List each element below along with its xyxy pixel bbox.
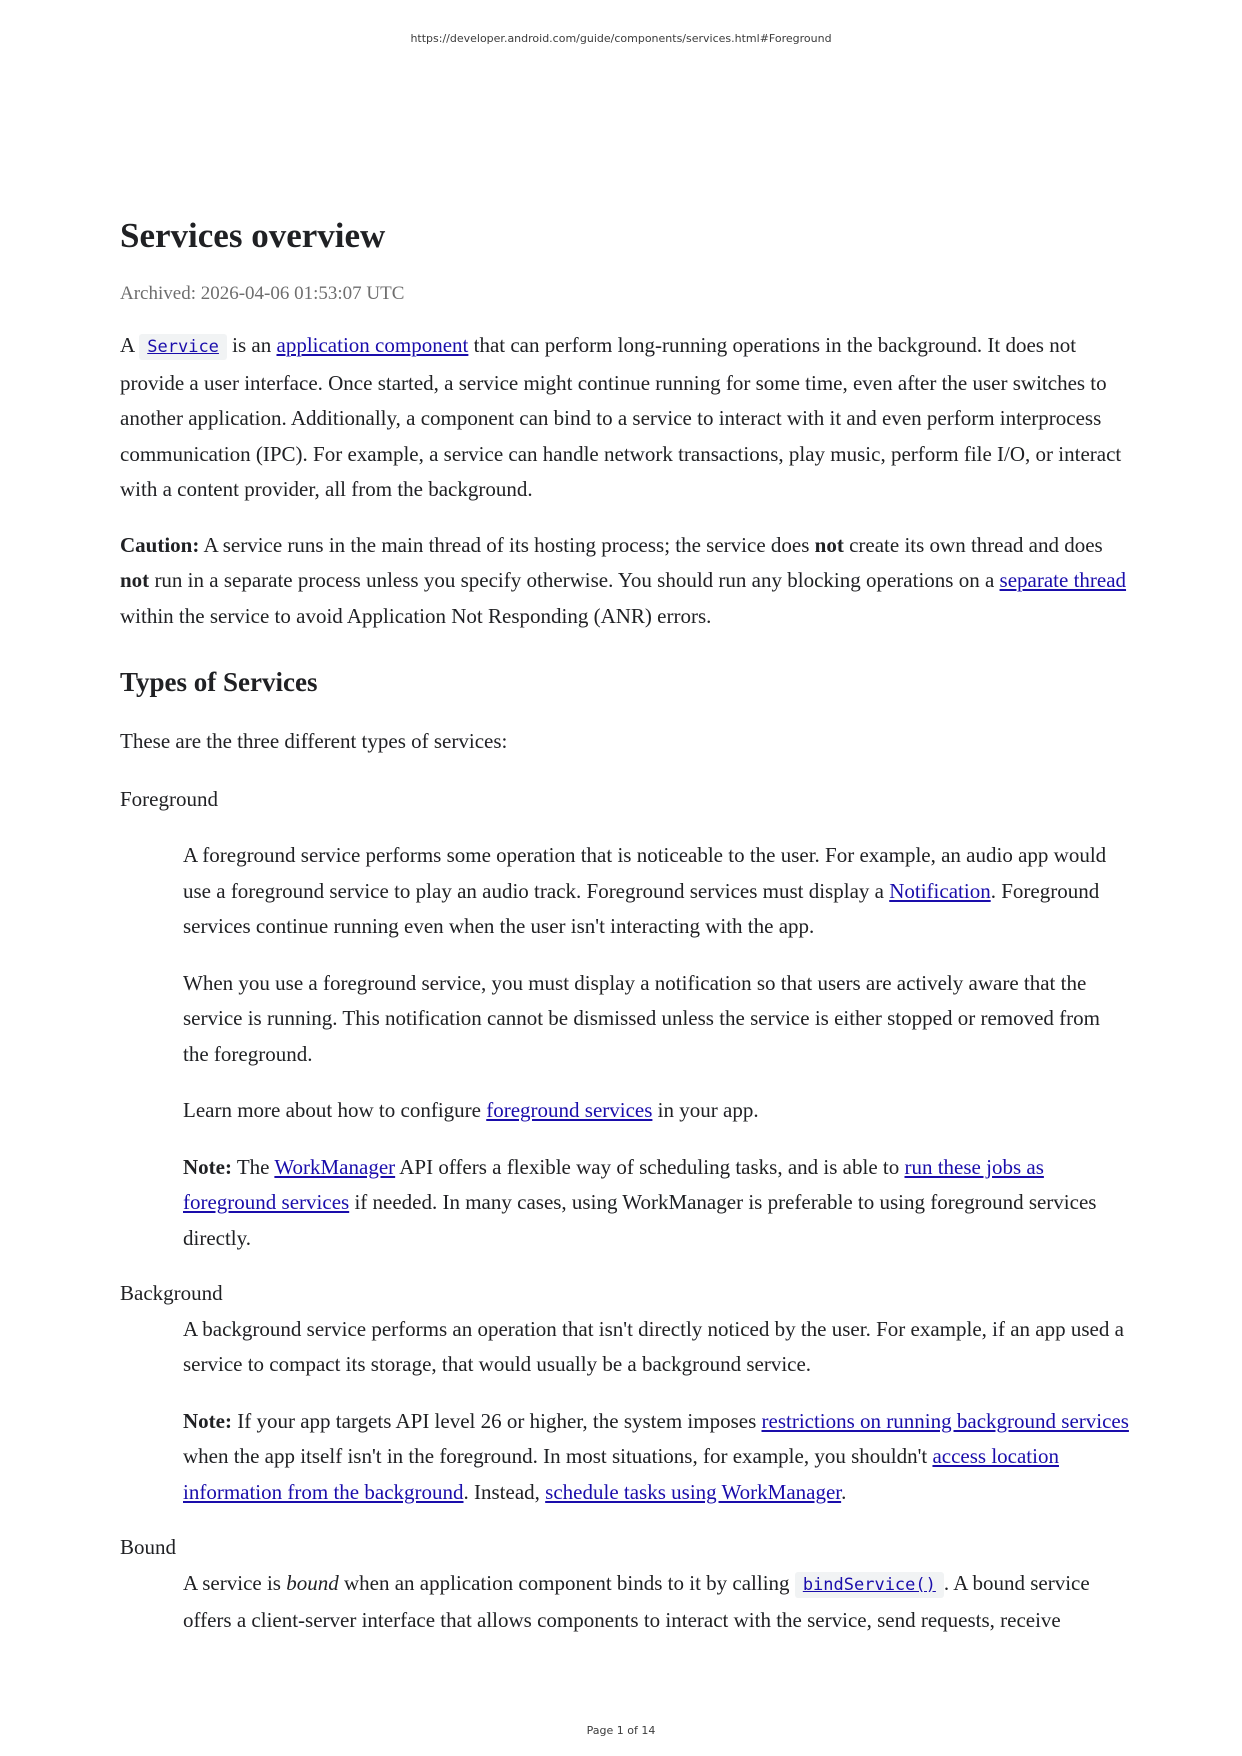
caution-emphasis: not <box>814 532 844 557</box>
note-text: if needed. In many cases, using WorkManager is preferable to using foreground services directly. <box>183 1190 1097 1250</box>
bound-emphasis: bound <box>286 1570 339 1595</box>
note-text: . Instead, <box>463 1479 546 1504</box>
foreground-text: in your app. <box>652 1098 759 1122</box>
background-restrictions-link[interactable]: restrictions on running background services <box>761 1408 1129 1433</box>
types-intro: These are the three different types of services: <box>120 729 508 753</box>
workmanager-link[interactable]: WorkManager <box>274 1154 396 1179</box>
notification-link[interactable]: Notification <box>889 878 991 903</box>
schedule-tasks-link[interactable]: schedule tasks using WorkManager <box>545 1479 842 1504</box>
bindservice-code-link[interactable]: bindService() <box>795 1572 944 1598</box>
application-component-link[interactable]: application component <box>276 333 469 357</box>
caution-text: A service runs in the main thread of its hosting process; the service does <box>199 532 815 557</box>
bound-term: Bound <box>120 1535 177 1559</box>
note-text: If your app targets API level 26 or higher, the system imposes <box>231 1408 762 1433</box>
foreground-paragraph <box>183 1093 1130 1129</box>
article <box>120 212 1130 1639</box>
background-paragraph: A background service performs an operation that isn't directly noticed by the user. For example, if an app used a service to compact its storage, that would usually be a background service. <box>183 1316 1124 1376</box>
foreground-note <box>183 1150 1130 1257</box>
background-location-link[interactable]: access location information from the background <box>183 1444 1059 1504</box>
note-text: . <box>841 1479 847 1504</box>
background-description <box>183 1312 1130 1511</box>
note-label: Note: <box>183 1408 232 1433</box>
bound-paragraph <box>183 1566 1130 1639</box>
foreground-paragraph <box>183 838 1130 945</box>
foreground-description <box>183 838 1130 1256</box>
service-code-link[interactable]: Service <box>139 334 227 360</box>
run-jobs-foreground-link[interactable]: run these jobs as foreground services <box>183 1154 1044 1214</box>
archived-timestamp: Archived: 2026-04-06 01:53:07 UTC <box>120 283 405 304</box>
background-note <box>183 1404 1130 1511</box>
caution-text: create its own thread and does <box>843 532 1103 557</box>
caution-label: Caution: <box>120 532 200 557</box>
caution-text: within the service to avoid Application Not Responding (ANR) errors. <box>120 603 712 628</box>
caution-emphasis: not <box>120 568 150 592</box>
caution-paragraph <box>120 528 1130 635</box>
note-label: Note: <box>183 1154 232 1179</box>
intro-paragraph <box>120 328 1130 508</box>
intro-text: is an <box>226 333 277 357</box>
separate-thread-link[interactable]: separate thread <box>999 568 1127 592</box>
foreground-term: Foreground <box>120 786 218 811</box>
note-text: The <box>231 1154 275 1179</box>
foreground-text: . Foreground services continue running even when the user isn't interacting with the app. <box>183 878 1100 938</box>
bound-description <box>183 1566 1130 1639</box>
foreground-services-link[interactable]: foreground services <box>486 1098 653 1122</box>
foreground-text: Learn more about how to configure <box>183 1098 487 1122</box>
note-text: API offers a flexible way of scheduling tasks, and is able to <box>395 1154 905 1179</box>
page-url: https://developer.android.com/guide/components/services.html#Foreground <box>410 32 832 45</box>
background-term: Background <box>120 1281 223 1305</box>
foreground-paragraph: When you use a foreground service, you must display a notification so that users are actively aware that the service is running. This notification cannot be dismissed unless the service is either stopped or removed from the foreground. <box>183 970 1100 1066</box>
bound-text: when an application component binds to it by calling <box>338 1570 795 1595</box>
types-heading: Types of Services <box>120 667 318 697</box>
intro-text: that can perform long-running operations in the background. It does not provide a user interface. Once started, a service might continue running for some time, even after the user switches to another application. Additionally, a component can bind to a service to interact with it and even perform interprocess communication (IPC). For example, a service can handle network transactions, play music, perform file I/O, or interact with a content provider, all from the background. <box>120 333 1122 501</box>
page-title: Services overview <box>120 216 386 255</box>
note-text: when the app itself isn't in the foreground. In most situations, for example, you shouldn't <box>183 1444 933 1468</box>
page-number: Page 1 of 14 <box>586 1724 656 1737</box>
bound-text: A service is <box>183 1570 287 1595</box>
foreground-text: A foreground service performs some operation that is noticeable to the user. For example, an audio app would use a foreground service to play an audio track. Foreground services must display a <box>183 843 1107 903</box>
bound-text: . A bound service offers a client-server interface that allows components to interact with the service, send requests, receive <box>183 1570 1090 1632</box>
intro-text: A <box>120 333 140 357</box>
caution-text: run in a separate process unless you specify otherwise. You should run any blocking operations on a <box>149 568 1000 592</box>
